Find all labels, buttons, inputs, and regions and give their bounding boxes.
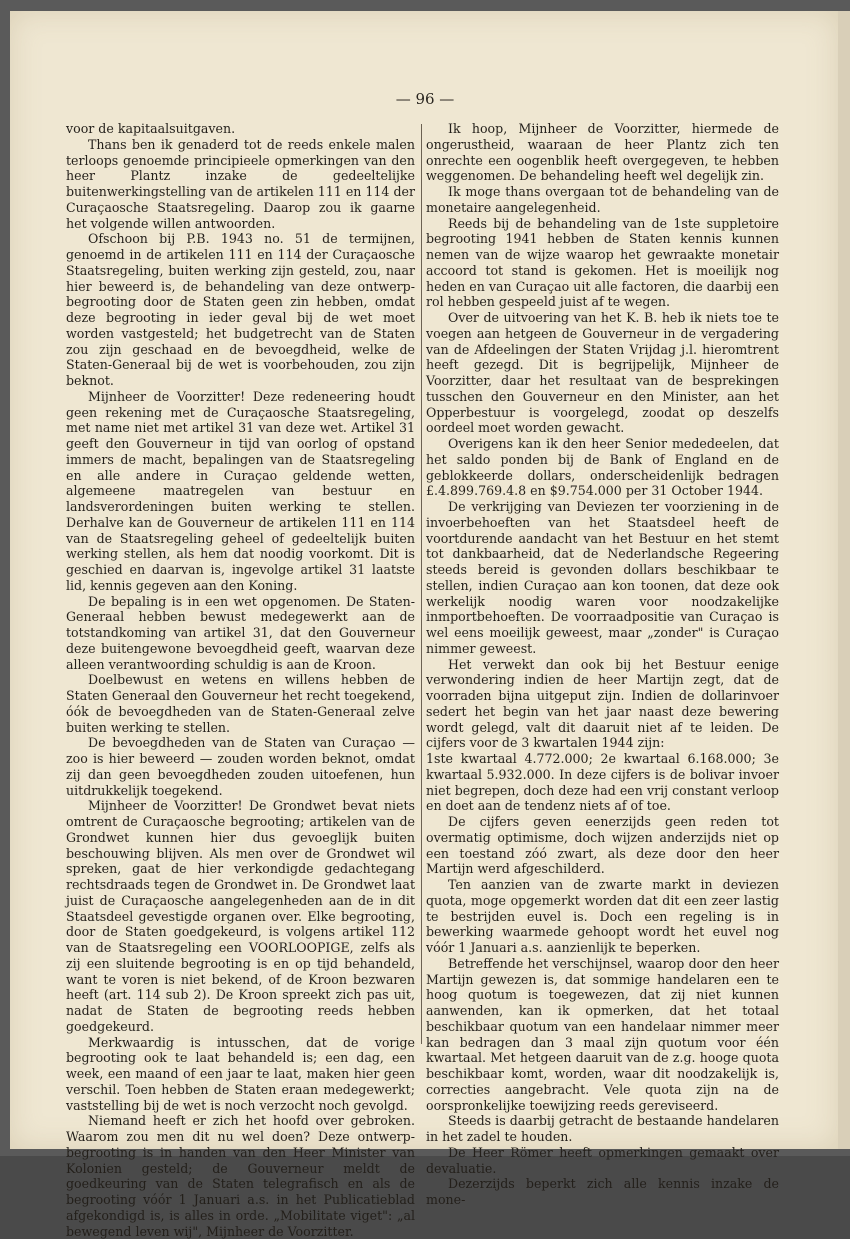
paragraph: voor de kapitaalsuitgaven. bbox=[66, 121, 236, 136]
paragraph: Reeds bij de behandeling van de 1ste suppletoire begrooting 1941 hebben de Staten kennis kunnen nemen van de wijze waarop het gewraakte monetair accoord tot stand is gekomen. Het is moeilijk nog heden en van Curaçao uit alle factoren, die daarbij een rol hebben gespeeld juist af te wegen. bbox=[426, 215, 779, 310]
paragraph: Overigens kan ik den heer Senior mededeelen, dat het saldo ponden bij de Bank of England en de geblokkeerde dollars, onderscheidenlijk bedragen £.4.899.769.4.8 en $9.754.000 per 31 October 1944. bbox=[426, 436, 779, 499]
paragraph: De bepaling is in een wet opgenomen. De Staten-Generaal hebben bewust medegewerkt aan de totstandkoming van artikel 31, dat den Gouverneur deze buitengewone bevoegdheid geeft, waarvan deze alleen verantwoording schuldig is aan de Kroon. bbox=[66, 593, 415, 672]
paragraph: De bevoegdheden van de Staten van Curaçao — zoo is hier beweerd — zouden worden beknot, omdat zij dan geen bevoegdheden zouden uitoefenen, hun uitdrukkelijk toegekend. bbox=[66, 735, 415, 798]
paragraph: 1ste kwartaal 4.772.000; 2e kwartaal 6.168.000; 3e kwartaal 5.932.000. In deze cijfers is de bolivar invoer niet begrepen, doch deze had een vrij constant verloop en doet aan de tendenz niets af of toe. bbox=[426, 751, 779, 814]
paragraph: Dezerzijds beperkt zich alle kennis inzake de mone- bbox=[426, 1176, 779, 1207]
paragraph: De Heer Römer heeft opmerkingen gemaakt over devaluatie. bbox=[426, 1144, 779, 1176]
paragraph: Betreffende het verschijnsel, waarop door den heer Martijn gewezen is, dat sommige handelaren een te hoog quotum is toegewezen, dat zij niet kunnen aanwenden, kan ik opmerken, dat het totaal beschikbaar quotum van een handelaar nimmer meer kan bedragen dan 3 maal zijn quotum voor één kwartaal. Met hetgeen daaruit van de z.g. hooge quota beschikbaar komt, worden, waar dit noodzakelijk is, correcties aangebracht. Vele quota zijn na de oorspronkelijke toewijzing reeds gereviseerd. bbox=[426, 955, 779, 1113]
paragraph: Over de uitvoering van het K. B. heb ik niets toe te voegen aan hetgeen de Gouverneur in de vergadering van de Afdeelingen der Staten Vrijdag j.l. hieromtrent heeft gezegd. Dit is begrijpelijk, Mijnheer de Voorzitter, daar het resultaat van de besprekingen tusschen den Gouverneur en den Minister, aan het Opperbestuur is voorgelegd, zoodat op deszelfs oordeel moet worden gewacht. bbox=[426, 310, 779, 436]
paragraph: Het verwekt dan ook bij het Bestuur eenige verwondering indien de heer Martijn zegt, dat de voorraden bijna uitgeput zijn. Indien de dollarinvoer sedert het begin van het jaar naast deze bewering wordt gelegd, valt dit daaruit niet af te leiden. De cijfers voor de 3 kwartalen 1944 zijn: bbox=[426, 656, 779, 751]
paragraph: Ofschoon bij P.B. 1943 no. 51 de termijnen, genoemd in de artikelen 111 en 114 der Curaçaosche Staatsregeling, buiten werking zijn gesteld, zou, naar hier beweerd is, de behandeling van deze ontwerp-begrooting door de Staten geen zin hebben, omdat deze begrooting in ieder geval bij de wet moet worden vastgesteld; het budgetrecht van de Staten zou zijn geschaad en de bevoegdheid, welke de Staten-Generaal bij de wet is voorbehouden, zou zijn beknot. bbox=[66, 231, 415, 388]
page-edge bbox=[838, 11, 850, 1149]
paragraph: Steeds is daarbij getracht de bestaande handelaren in het zadel te houden. bbox=[426, 1113, 779, 1144]
paragraph: Mijnheer de Voorzitter! De Grondwet bevat niets omtrent de Curaçaosche begrooting; artikelen van de Grondwet kunnen hier dus gevoeglijk buiten beschouwing blijven. Als men over de Grondwet wil spreken, gaat de hier verkondigde gedachtegang rechtsdraads tegen de Grondwet in. De Grondwet laat juist de Curaçaosche aangelegenheden aan de in dit Staatsdeel gevestigde organen over. Elke begrooting, door de Staten goedgekeurd, is volgens artikel 112 van de Staatsregeling een VOORLOOPIGE, zelfs als zij een sluitende begrooting is en op tijd behandeld, want te voren is niet bekend, of de Kroon bezwaren heeft (art. 114 sub 2). De Kroon spreekt zich pas uit, nadat de Staten de begrooting reeds hebben goedgekeurd. bbox=[66, 798, 415, 1034]
column-divider bbox=[421, 124, 422, 1044]
paragraph: De cijfers geven eenerzijds geen reden tot overmatig optimisme, doch wijzen anderzijds niet op een toestand zóó zwart, als deze door den heer Martijn werd afgeschilderd. bbox=[426, 814, 779, 877]
paragraph: Niemand heeft er zich het hoofd over gebroken. Waarom zou men dit nu wel doen? Deze ontwerp-begrooting is in handen van den Heer Minister van Kolonien gesteld; de Gouverneur meldt de goedkeuring van de Staten telegrafisch en als de begrooting vóór 1 Januari a.s. in het Publicatieblad afgekondigd is, is alles in orde. „Mobilitate viget": „al bewegend leven wij", Mijnheer de Voorzitter. bbox=[66, 1113, 415, 1239]
paragraph: Ik hoop, Mijnheer de Voorzitter, hiermede de ongerustheid, waaraan de heer Plantz zich ten onrechte een oogenblik heeft overgegeven, te hebben weggenomen. De behandeling heeft wel degelijk zin. bbox=[426, 121, 779, 184]
right-column bbox=[426, 121, 779, 1208]
paragraph: Doelbewust en wetens en willens hebben de Staten Generaal den Gouverneur het recht toegekend, óók de bevoegdheden van de Staten-Generaal zelve buiten werking te stellen. bbox=[66, 672, 415, 735]
paragraph: Merkwaardig is intusschen, dat de vorige begrooting ook te laat behandeld is; een dag, een week, een maand of een jaar te laat, maken hier geen verschil. Toen hebben de Staten eraan medegewerkt; vaststelling bij de wet is noch verzocht noch gevolgd. bbox=[66, 1034, 415, 1113]
page-number: — 96 — bbox=[395, 90, 455, 108]
paragraph: Ik moge thans overgaan tot de behandeling van de monetaire aangelegenheid. bbox=[426, 184, 779, 215]
paragraph: Ten aanzien van de zwarte markt in deviezen quota, moge opgemerkt worden dat dit een zeer lastig te bestrijden euvel is. Doch een regeling is in bewerking waarmede gehoopt wordt het euvel nog vóór 1 Januari a.s. aanzienlijk te beperken. bbox=[426, 877, 779, 955]
paragraph: Thans ben ik genaderd tot de reeds enkele malen terloops genoemde principieele opmerkingen van den heer Plantz inzake de gedeeltelijke buitenwerkingstelling van de artikelen 111 en 114 der Curaçaosche Staatsregeling. Daarop zou ik gaarne het volgende willen antwoorden. bbox=[66, 136, 415, 231]
paragraph: De verkrijging van Deviezen ter voorziening in de invoerbehoeften van het Staatsdeel heeft de voortdurende aandacht van het Bestuur en het stemt tot dankbaarheid, dat de Nederlandsche Regeering steeds bereid is gevonden dollars beschikbaar te stellen, indien Curaçao aan kon toonen, dat deze ook werkelijk noodig waren voor noodzakelijke inmportbehoeften. De voorraadpositie van Curaçao is wel eens moeilijk geweest, maar „zonder" is Curaçao nimmer geweest. bbox=[426, 499, 779, 656]
paragraph: Mijnheer de Voorzitter! Deze redeneering houdt geen rekening met de Curaçaosche Staatsregeling, met name niet met artikel 31 van deze wet. Artikel 31 geeft den Gouverneur in tijd van oorlog of opstand immers de macht, bepalingen van de Staatsregeling en alle andere in Curaçao geldende wetten, algemeene maatregelen van bestuur en landsverordeningen buiten werking te stellen. Derhalve kan de Gouverneur de artikelen 111 en 114 van de Staatsregeling geheel of gedeeltelijk buiten werking stellen, als hem dat noodig voorkomt. Dit is geschied en daarvan is, ingevolge artikel 31 laatste lid, kennis gegeven aan den Koning. bbox=[66, 388, 415, 593]
left-column bbox=[66, 121, 415, 1239]
